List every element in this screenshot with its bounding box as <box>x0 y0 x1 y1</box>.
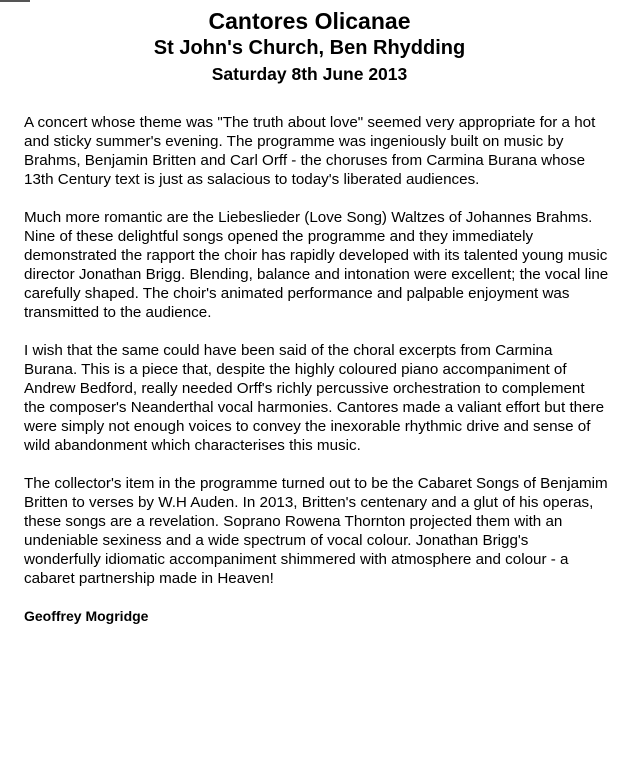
corner-decoration <box>0 0 30 2</box>
review-header <box>0 0 619 87</box>
review-paragraph-2: Much more romantic are the Liebeslieder (Love Song) Waltzes of Johannes Brahms. Nine of these delightful songs opened the programme and they immediately demonstrated the rapport the choir has rapidly developed with its talented young music director Jonathan Brigg. Blending, balance and intonation were excellent; the vocal line carefully shaped. The choir's animated performance and palpable enjoyment was transmitted to the audience. <box>24 209 609 321</box>
review-paragraph-4: The collector's item in the programme turned out to be the Cabaret Songs of Benjamim Britten to verses by W.H Auden. In 2013, Britten's centenary and a glut of his operas, these songs are a revelation. Soprano Rowena Thornton projected them with an undeniable sexiness and a wide spectrum of vocal colour. Jonathan Brigg's wonderfully idiomatic accompaniment shimmered with atmosphere and colour - a cabaret partnership made in Heaven! <box>24 475 608 587</box>
page-title: Cantores Olicanae <box>208 8 411 34</box>
review-paragraph-3: I wish that the same could have been said of the choral excerpts from Carmina Burana. This is a piece that, despite the highly coloured piano accompaniment of Andrew Bedford, really needed Orff's richly percussive orchestration to complement the composer's Neanderthal vocal harmonies. Cantores made a valiant effort but there were simply not enough voices to convey the inexorable rhythmic drive and sense of wild abandonment which characterises this music. <box>24 342 605 454</box>
author-signature: Geoffrey Mogridge <box>24 608 149 624</box>
review-body <box>24 113 609 626</box>
concert-date: Saturday 8th June 2013 <box>211 64 408 84</box>
review-paragraph-1: A concert whose theme was "The truth about love" seemed very appropriate for a hot and sticky summer's evening. The programme was ingeniously built on music by Brahms, Benjamin Britten and Carl Orff - the choruses from Carmina Burana whose 13th Century text is just as salacious to today's liberated audiences. <box>24 114 596 188</box>
venue-subtitle: St John's Church, Ben Rhydding <box>153 37 466 59</box>
